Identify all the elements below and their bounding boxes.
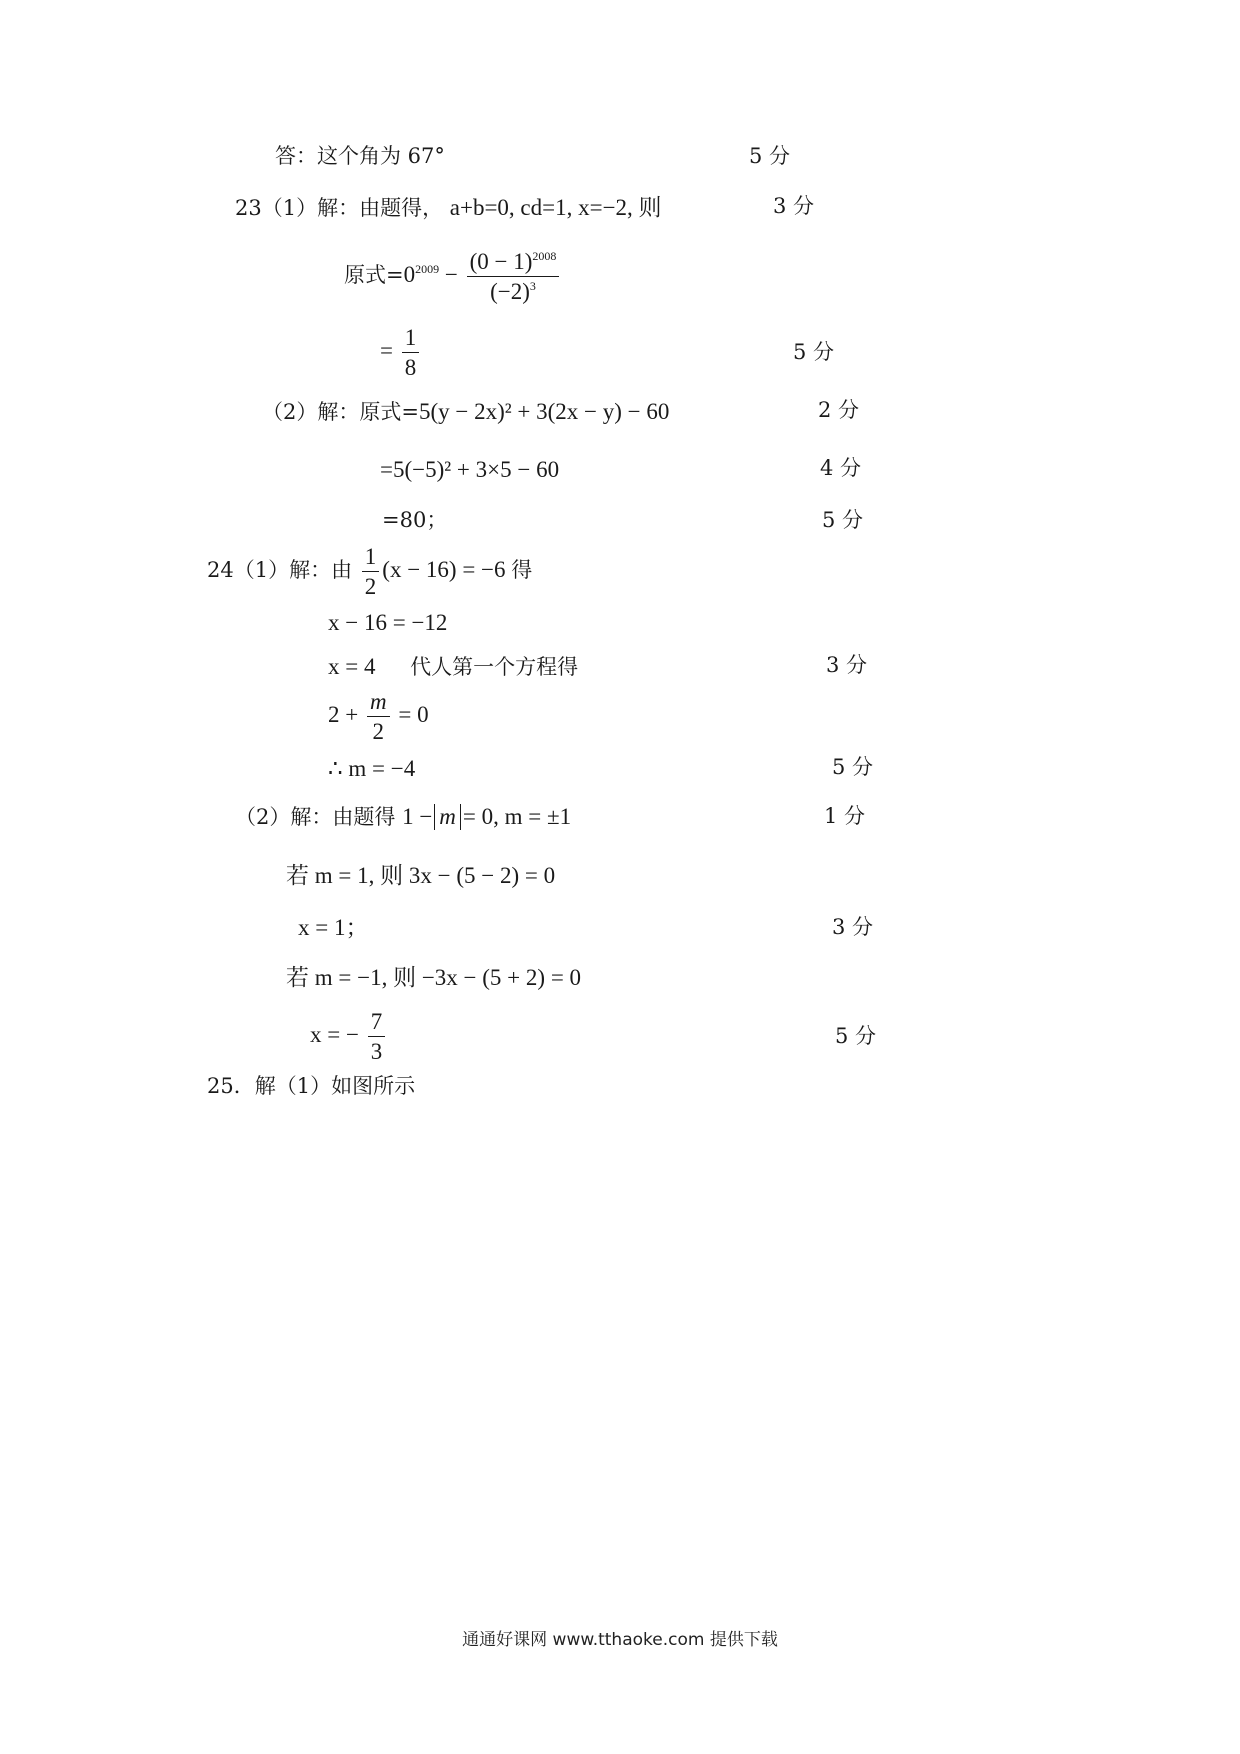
q24-step: ∴ m = −4 <box>328 756 416 781</box>
score-label: 5 分 <box>832 755 874 779</box>
score-label: 2 分 <box>818 398 860 422</box>
q24-step: 2 + $\frac{m}{2}$ = 0 <box>328 689 429 744</box>
q23-part1-header: 23（1）解：由题得， a+b=0, cd=1, x=−2, 则 <box>235 195 662 220</box>
answer-angle: 答：这个角为 67° <box>275 144 445 168</box>
q24-case-solution: x = 1； <box>298 915 369 940</box>
q24-case: 若 m = 1, 则 3x − (5 − 2) = 0 <box>286 863 556 888</box>
fraction: $\frac{m}{2}$ <box>367 690 390 743</box>
score-label: 5 分 <box>793 340 835 364</box>
score-label: 3 分 <box>826 653 868 677</box>
q24-step: x − 16 = −12 <box>328 610 448 635</box>
fraction: $\frac{7}{3}$ <box>368 1010 386 1063</box>
q23-original-expression: 原式$=0^{2009}$ − $\frac{(0 - 1)^{2008}}{(-2)^3}$ <box>344 250 562 303</box>
q23-part2-header: （2）解：原式=5(y − 2x)² + 3(2x − y) − 60 <box>262 399 670 424</box>
q23-result: = $\frac{1}{8}$ <box>380 326 422 379</box>
page-footer: 通通好课网 www.tthaoke.com 提供下载 <box>462 1630 778 1650</box>
score-label: 5 分 <box>835 1024 877 1048</box>
q24-case: 若 m = −1, 则 −3x − (5 + 2) = 0 <box>286 965 582 990</box>
q23-part2-result: =80； <box>382 508 448 532</box>
q24-part1-header: 24（1）解：由 $\frac{1}{2}$ (x − 16) = −6 得 <box>207 544 533 599</box>
q23-part2-step: =5(−5)² + 3×5 − 60 <box>380 457 560 482</box>
q24-step: x = 4 代人第一个方程得 <box>328 654 579 679</box>
score-label: 5 分 <box>822 508 864 532</box>
fraction: $\frac{(0 - 1)^{2008}}{(-2)^3}$ <box>467 250 560 303</box>
fraction: $\frac{1}{2}$ <box>362 545 380 598</box>
score-label: 4 分 <box>820 456 862 480</box>
score-label: 3 分 <box>832 915 874 939</box>
absolute-value: m <box>434 804 461 830</box>
score-label: 1 分 <box>824 804 866 828</box>
q24-case-solution: x = − $\frac{7}{3}$ <box>310 1010 388 1063</box>
score-label: 5 分 <box>749 144 791 168</box>
q25-header: 25．解（1）如图所示 <box>207 1074 416 1098</box>
score-label: 3 分 <box>773 194 815 218</box>
q24-part2-header: （2）解：由题得 1 − m = 0, m = ±1 <box>235 804 572 829</box>
fraction: $\frac{1}{8}$ <box>402 326 420 379</box>
